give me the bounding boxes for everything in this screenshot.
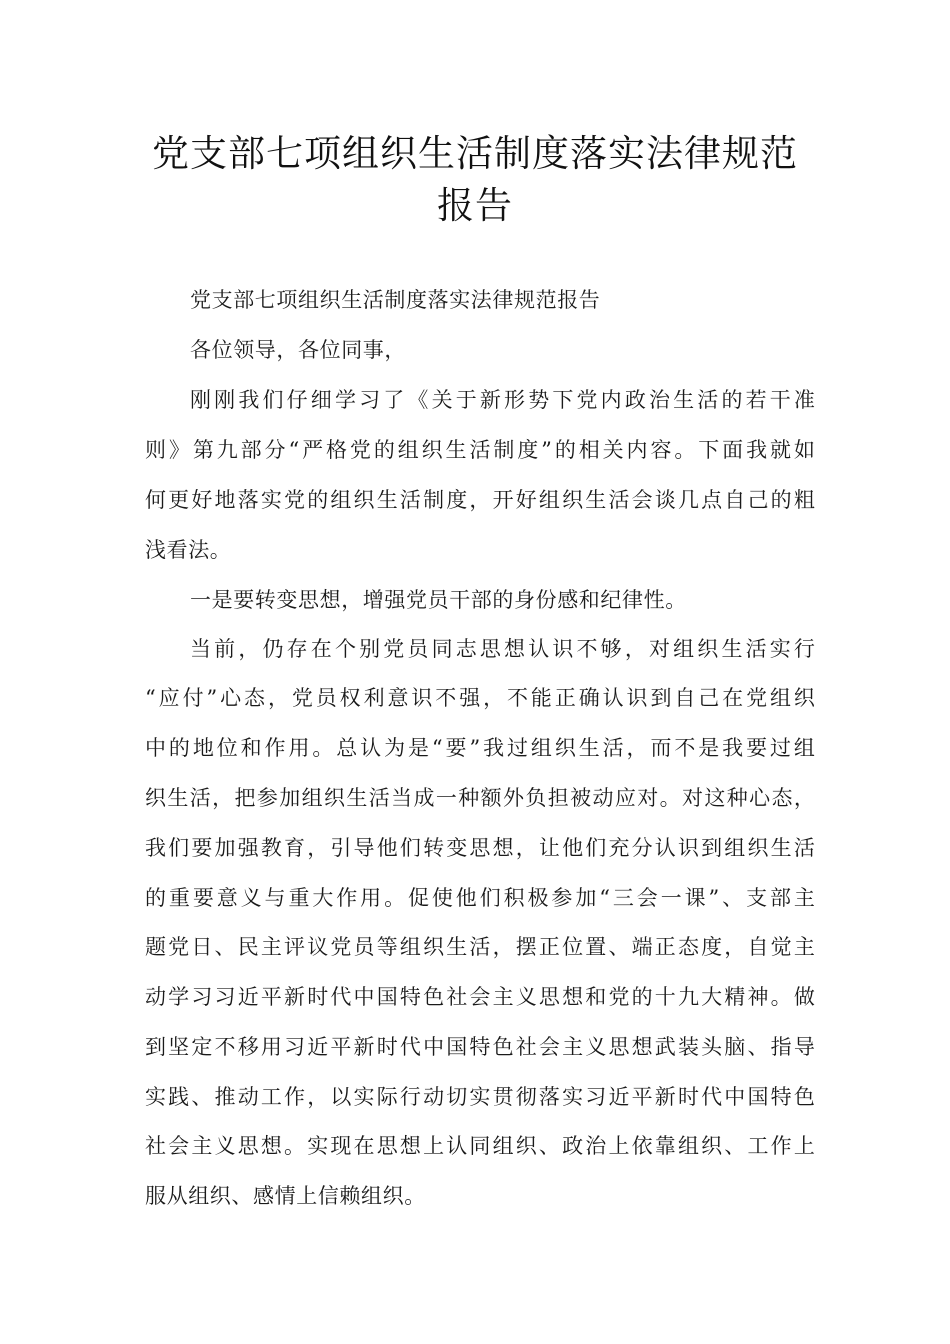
text-line: 刚 刚 我 们 仔 细 学 习 了 《 关 于 新 形 势 下 党 内 政 治 生 活 的 若 干 准: [190, 388, 815, 412]
text-line: 当 前 ， 仍 存 在 个 别 党 员 同 志 思 想 认 识 不 够 ， 对 组 织 生 活 实 行: [190, 637, 815, 661]
document-title-line-2: 报告: [437, 184, 513, 227]
text-line: 何 更 好 地 落 实 党 的 组 织 生 活 制 度 ， 开 好 组 织 生 活 会 谈 几 点 自 己 的 粗: [145, 488, 815, 512]
text-line: 我 们 要 加 强 教 育 ， 引 导 他 们 转 变 思 想 ， 让 他 们 充 分 认 识 到 组 织 生 活: [145, 836, 815, 860]
text-line: “ 应 付 ” 心 态 ， 党 员 权 利 意 识 不 强 ， 不 能 正 确 认 识 到 自 己 在 党 组 织: [145, 686, 815, 710]
text-line: 党支部七项组织生活制度落实法律规范报告: [190, 288, 601, 312]
text-line: 动 学 习 习 近 平 新 时 代 中 国 特 色 社 会 主 义 思 想 和 党 的 十 九 大 精 神 。 做: [145, 985, 815, 1009]
text-line: 中 的 地 位 和 作 用 。 总 认 为 是 “ 要 ” 我 过 组 织 生 活 ， 而 不 是 我 要 过 组: [145, 736, 815, 760]
text-line: 实 践 、 推 动 工 作 ， 以 实 际 行 动 切 实 贯 彻 落 实 习 近 平 新 时 代 中 国 特 色: [145, 1085, 815, 1109]
text-line: 到 坚 定 不 移 用 习 近 平 新 时 代 中 国 特 色 社 会 主 义 思 想 武 装 头 脑 、 指 导: [145, 1035, 815, 1059]
document-title-line-1: 党支部七项组织生活制度落实法律规范: [152, 132, 798, 175]
text-line: 各位领导，各位同事，: [190, 338, 406, 362]
text-line: 的 重 要 意 义 与 重 大 作 用 。 促 使 他 们 积 极 参 加 “ 三 会 一 课 ” 、 支 部 主: [145, 886, 815, 910]
text-line: 服从组织、感情上信赖组织。: [145, 1184, 426, 1208]
text-line: 题 党 日 、 民 主 评 议 党 员 等 组 织 生 活 ， 摆 正 位 置 、 端 正 态 度 ， 自 觉 主: [145, 935, 815, 959]
text-line: 一是要转变思想，增强党员干部的身份感和纪律性。: [190, 588, 687, 612]
text-line: 则 》 第 九 部 分 “ 严 格 党 的 组 织 生 活 制 度 ” 的 相 关 内 容 。 下 面 我 就 如: [145, 438, 815, 462]
text-line: 社 会 主 义 思 想 。 实 现 在 思 想 上 认 同 组 织 、 政 治 上 依 靠 组 织 、 工 作 上: [145, 1134, 815, 1158]
text-line: 织 生 活 ， 把 参 加 组 织 生 活 当 成 一 种 额 外 负 担 被 动 应 对 。 对 这 种 心 态 ，: [145, 786, 815, 810]
text-line: 浅看法。: [145, 538, 232, 562]
